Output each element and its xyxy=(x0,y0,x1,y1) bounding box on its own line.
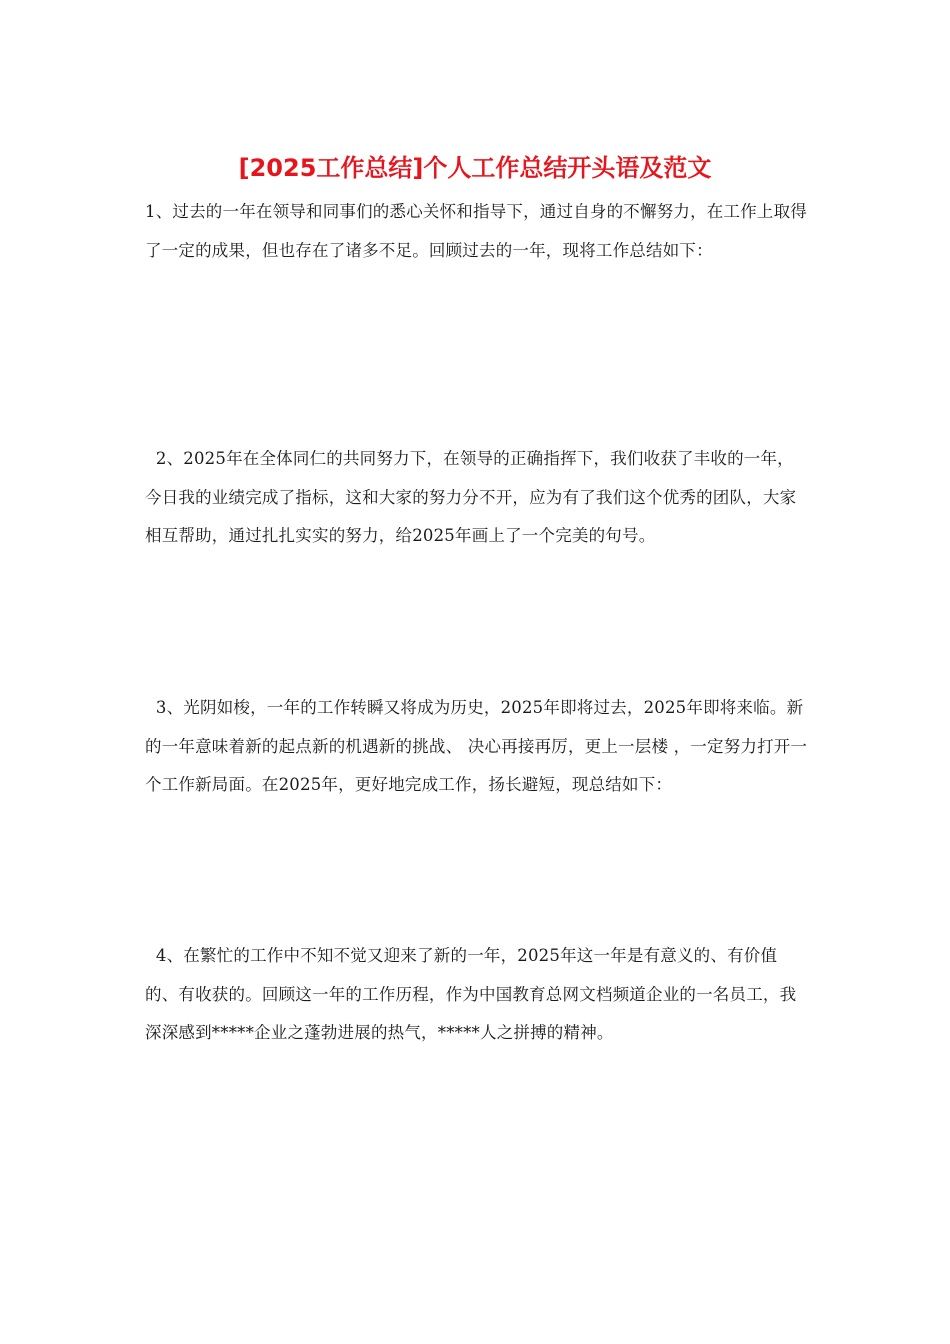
paragraph-3: 3、光阴如梭，一年的工作转瞬又将成为历史，2025年即将过去，2025年即将来临。新的一年意味着新的起点新的机遇新的挑战、 决心再接再厉，更上一层楼 ，一定努力打开一个工作新局面。在2025年，更好地完成工作，扬长避短，现总结如下： xyxy=(145,698,808,795)
paragraph-1: 1、过去的一年在领导和同事们的悉心关怀和指导下，通过自身的不懈努力，在工作上取得了一定的成果，但也存在了诸多不足。回顾过去的一年，现将工作总结如下： xyxy=(145,202,807,260)
paragraph-2: 2、2025年在全体同仁的共同努力下，在领导的正确指挥下，我们收获了丰收的一年，今日我的业绩完成了指标，这和大家的努力分不开，应为有了我们这个优秀的团队，大家相互帮助，通过扎扎实实的努力，给2025年画上了一个完美的句号。 xyxy=(145,449,797,546)
paragraph-4: 4、在繁忙的工作中不知不觉又迎来了新的一年，2025年这一年是有意义的、有价值的、有收获的。回顾这一年的工作历程，作为中国教育总网文档频道企业的一名员工，我深深感到*****企业之蓬勃进展的热气，*****人之拼搏的精神。 xyxy=(145,946,797,1043)
document-title: [2025工作总结]个人工作总结开头语及范文 xyxy=(238,154,712,182)
